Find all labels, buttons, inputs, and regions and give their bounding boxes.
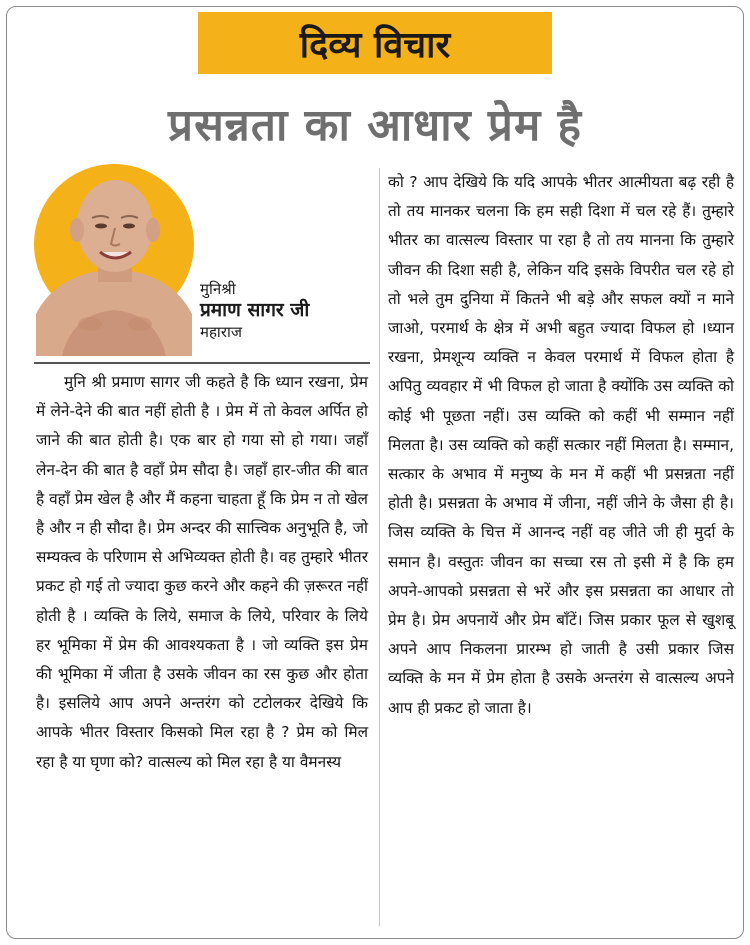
column-divider	[379, 168, 380, 926]
article-paragraph: मुनि श्री प्रमाण सागर जी कहते है कि ध्यान रखना, प्रेम में लेने-देने की बात नहीं होती है । प्रेम में तो केवल अर्पित हो जाने की बात होती है। एक बार हो गया सो हो गया। जहाँ लेन-देन की बात है वहाँ प्रेम सौदा है। जहाँ हार-जीत की बात है वहाँ प्रेम खेल है और मैं कहना चाहता हूँ कि प्रेम न तो खेल है और न ही सौदा है। प्रेम अन्दर की सात्त्विक अनुभूति है, जो सम्यक्त्व के परिणाम से अभिव्यक्त होती है। वह तुम्हारे भीतर प्रकट हो गई तो ज्यादा कुछ करने और कहने की ज़रूरत नहीं होती है । व्यक्ति के लिये, समाज के लिये, परिवार के लिये हर भूमिका में प्रेम की आवश्यकता है । जो व्यक्ति इस प्रेम की भूमिका में जीता है उसके जीवन का रस कुछ और होता है। इसलिये आप अपने अन्तरंग को टटोलकर देखिये कि आपके भीतर विस्तार किसको मिल रहा है ? प्रेम को मिल रहा है या घृणा को? वात्सल्य को मिल रहा है या वैमनस्य	[36, 373, 368, 771]
author-portrait-icon	[32, 164, 197, 356]
article-right-column	[388, 168, 734, 928]
author-portrait	[32, 164, 197, 356]
author-suffix: महाराज	[200, 322, 242, 341]
section-banner: दिव्य विचार	[198, 12, 552, 74]
byline-divider	[34, 362, 370, 364]
author-byline	[200, 280, 380, 341]
article-left-column	[36, 368, 368, 928]
author-prefix: मुनिश्री	[200, 280, 236, 298]
author-name: प्रमाण सागर जी	[200, 298, 310, 321]
article-headline: प्रसन्नता का आधार प्रेम है	[168, 100, 582, 151]
article-paragraph: को ? आप देखिये कि यदि आपके भीतर आत्मीयता बढ़ रही है तो तय मानकर चलना कि हम सही दिशा में चल रहे हैं। तुम्हारे भीतर का वात्सल्य विस्तार पा रहा है तो तय मानना कि तुम्हारे जीवन की दिशा सही है, लेकिन यदि इसके विपरीत चल रहे हो तो भले तुम दुनिया में कितने भी बड़े और सफल क्यों न माने जाओ, परमार्थ के क्षेत्र में अभी बहुत ज्यादा विफल हो ।ध्यान रखना, प्रेमशून्य व्यक्ति न केवल परमार्थ में विफल होता है अपितु व्यवहार में भी विफल हो जाता है क्योंकि उस व्यक्ति को कोई भी पूछता नहीं। उस व्यक्ति को कहीं भी सम्मान नहीं मिलता है। उस व्यक्ति को कहीं सत्कार नहीं मिलता है। सम्मान, सत्कार के अभाव में मनुष्य के मन में कहीं भी प्रसन्नता नहीं होती है। प्रसन्नता के अभाव में जीना, नहीं जीने के जैसा ही है। जिस व्यक्ति के चित्त में आनन्द नहीं वह जीते जी ही मुर्दा के समान है। वस्तुतः जीवन का सच्चा रस तो इसी में है कि हम अपने-आपको प्रसन्नता से भरें और इस प्रसन्नता का आधार तो प्रेम है। प्रेम अपनायें और प्रेम बाँटें। जिस प्रकार फूल से खुशबू अपने आप निकलना प्रारम्भ हो जाती है उसी प्रकार जिस व्यक्ति के मन में प्रेम होता है उसके अन्तरंग से वात्सल्य अपने आप ही प्रकट हो जाता है।	[388, 173, 734, 717]
